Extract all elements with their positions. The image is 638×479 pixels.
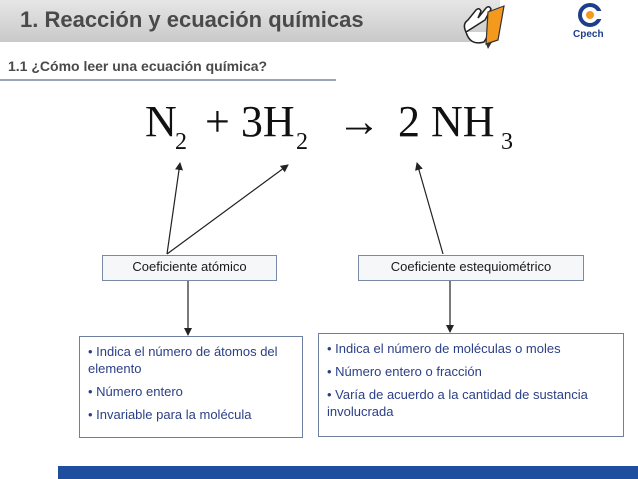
equation-product-subscript: 3 (501, 129, 513, 155)
section-subtitle: 1.1 ¿Cómo leer una ecuación química? (8, 58, 268, 74)
footer-bar (58, 466, 638, 479)
equation-h-subscript: 2 (296, 129, 308, 155)
stoich-point: • Varía de acuerdo a la cantidad de sustancia involucrada (327, 387, 588, 419)
logo-label: Cpech (573, 29, 604, 40)
arrow-to-n-subscript (167, 163, 180, 254)
atomic-coefficient-label: Coeficiente atómico (102, 255, 277, 281)
equation-n: N (145, 97, 177, 146)
equation-plus-3h: + 3H (205, 97, 295, 146)
equation-n-subscript: 2 (175, 129, 187, 155)
stoichiometric-coefficient-label: Coeficiente estequiométrico (358, 255, 584, 281)
atomic-info-box (79, 336, 303, 438)
stoich-point: • Indica el número de moléculas o moles (327, 341, 561, 356)
atomic-point: • Invariable para la molécula (88, 407, 252, 422)
equation-arrow: → (337, 97, 381, 146)
atomic-point: • Indica el número de átomos del elemento (88, 344, 278, 376)
page-title: 1. Reacción y ecuación químicas (20, 7, 364, 32)
stoich-point: • Número entero o fracción (327, 364, 482, 379)
atomic-point: • Número entero (88, 384, 183, 399)
arrow-to-product-coefficient (417, 163, 443, 254)
stoichiometric-info-box (318, 333, 624, 437)
equation-product: 2 NH (398, 97, 495, 146)
arrow-to-h-subscript (167, 165, 288, 254)
